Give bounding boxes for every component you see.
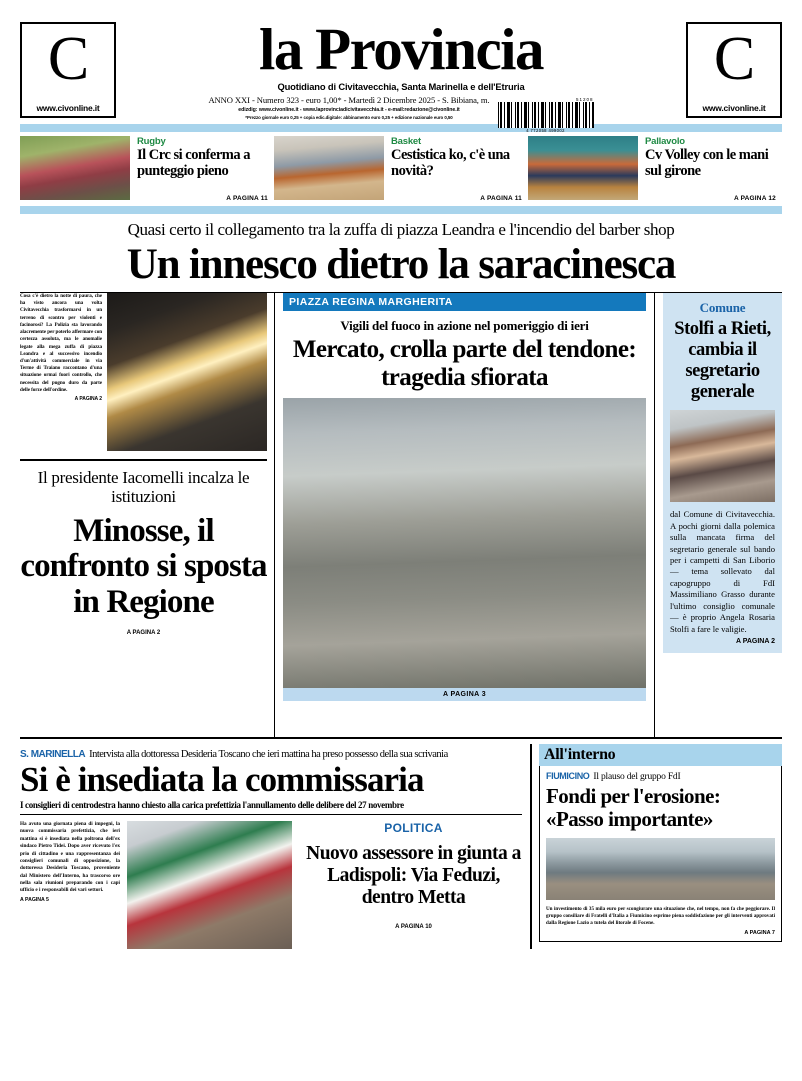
issue-info	[208, 95, 489, 120]
logo-c-icon: C	[47, 25, 89, 93]
center-page-ref: A PAGINA 3	[283, 688, 646, 701]
logo-c-icon: C	[713, 25, 755, 93]
marinella-deck: I consiglieri di centrodestra hanno chiesto alla carica prefettizia l'annullamento delle delibere del 27 novembre	[20, 800, 404, 810]
minosse-kicker: Il presidente Iacomelli incalza le istituzioni	[37, 468, 250, 507]
price-note: *Prezzo giornale euro 0,25 + copia edic.digitale: abbinamento euro 0,25 + edizione nazionale euro 0,50	[245, 115, 453, 121]
volleyball-team-photo	[528, 136, 638, 200]
center-kicker: Vigili del fuoco in azione nel pomeriggio di ieri	[340, 318, 589, 333]
logo-left[interactable]	[20, 22, 116, 118]
bottom-grid	[20, 744, 782, 949]
lead-text-block	[20, 293, 102, 451]
eroded-beach-photo	[546, 838, 775, 900]
sport-item-rugby[interactable]	[20, 132, 274, 204]
web-line: edizdig: www.civonline.it - www.laprovinciadicivitavecchia.it - e-mail:redazione@civonline.it	[238, 106, 460, 113]
marinella-columns	[20, 815, 522, 949]
fiumicino-body-text: Un investimento di 35 mila euro per scongiurare una situazione che, nel tempo, non fa che peggiorare. Il gruppo consiliare di Fratelli d'Italia a Fiumicino esprime piena soddisfazione per gli interventi approvati dalla Regione Lazio a tutela del litorale di Focene.	[546, 906, 775, 927]
marinella-kicker: Intervista alla dottoressa Desideria Toscano che ieri mattina ha preso possesso della sua scrivania	[89, 749, 448, 760]
barcode-area	[498, 95, 594, 133]
comune-page-ref: A PAGINA 2	[735, 637, 775, 645]
fiumicino-headline[interactable]: Fondi per l'erosione: «Passo importante»	[546, 784, 721, 832]
lead-body-text: Cosa c'è dietro la notte di paura, che ha visto ancora una volta Civitavecchia trasformarsi in un terreno di scontro per violenti e facinorosi? La Polizia sta lavorando alacremente per poterlo affermare con certezza assoluta, ma le anomalie legate alla mega zuffa di piazza Leandra e al successivo incendio d'un'attività commerciale in via Terme di Traiano raccontano d'una situazione ormai fuori controllo, che necessita del pugno duro da parte delle forze dell'ordine.	[20, 293, 102, 393]
sport-item-pallavolo[interactable]	[528, 132, 782, 204]
allinterno-inner[interactable]	[539, 766, 782, 942]
basketball-court-photo	[274, 136, 384, 200]
sport-kicker: Pallavolo	[645, 136, 685, 147]
minosse-headline[interactable]: Minosse, il confronto si sposta in Regione	[20, 513, 267, 620]
fiumicino-page-ref: A PAGINA 7	[744, 929, 775, 936]
right-column	[655, 293, 782, 737]
fiumicino-kicker: Il plauso del gruppo FdI	[593, 772, 681, 782]
sport-page-ref: A PAGINA 11	[226, 195, 268, 202]
politics-page-ref: A PAGINA 10	[395, 923, 432, 930]
comune-box[interactable]	[663, 293, 782, 653]
center-headline[interactable]: Mercato, crolla parte del tendone: tragedia sfiorata	[292, 336, 637, 391]
logo-left-url[interactable]: www.civonline.it	[36, 103, 100, 113]
sport-headline[interactable]: Cv Volley con le mani sul girone	[645, 147, 769, 179]
masthead-center	[116, 16, 686, 134]
logo-right-url[interactable]: www.civonline.it	[702, 103, 766, 113]
barcode-icon	[498, 102, 594, 128]
logo-right[interactable]	[686, 22, 782, 118]
sport-text	[384, 132, 528, 204]
left-column	[20, 293, 275, 737]
divider-above-bottom	[20, 737, 782, 739]
sport-kicker: Rugby	[137, 136, 166, 147]
marinella-text-block	[20, 821, 120, 949]
lead-story	[20, 293, 267, 451]
main-kicker: Quasi certo il collegamento tra la zuffa di piazza Leandra e l'incendio del barber shop	[127, 220, 675, 239]
sport-text	[638, 132, 782, 204]
sport-text	[130, 132, 274, 204]
fiumicino-tag: FIUMICINO	[546, 771, 590, 781]
sports-rule	[20, 206, 782, 214]
issue-line: ANNO XXI - Numero 323 - euro 1,00* - Martedì 2 Dicembre 2025 - S. Bibiana, m.	[208, 95, 490, 106]
paper-title: la Provincia	[258, 16, 544, 82]
marinella-tag: S. MARINELLA	[20, 749, 86, 760]
comune-kicker: Comune	[699, 300, 746, 315]
sport-headline[interactable]: Il Crc si conferma a punteggio pieno	[137, 147, 250, 179]
firefighter-barber-shop-photo	[107, 293, 267, 451]
minosse-page-ref: A PAGINA 2	[126, 629, 161, 636]
collapsed-market-tent-photo	[283, 398, 646, 688]
politics-headline[interactable]: Nuovo assessore in giunta a Ladispoli: Via Feduzi, dentro Metta	[306, 843, 521, 909]
sport-page-ref: A PAGINA 11	[480, 195, 522, 202]
sport-headline[interactable]: Cestistica ko, c'è una novità?	[391, 147, 510, 179]
paper-subtitle: Quotidiano di Civitavecchia, Santa Marinella e dell'Etruria	[277, 81, 525, 93]
center-column	[275, 293, 655, 737]
commissioner-with-flags-photo	[127, 821, 292, 949]
bottom-left-story	[20, 744, 530, 949]
center-section-label: PIAZZA REGINA MARGHERITA	[283, 293, 646, 311]
allinterno-label: All'interno	[539, 744, 782, 766]
masthead	[20, 0, 782, 134]
politics-story[interactable]	[299, 821, 522, 949]
marinella-kicker-row	[20, 744, 522, 760]
sport-item-basket[interactable]	[274, 132, 528, 204]
barcode-caption: 4 772058 499002	[526, 128, 565, 134]
marinella-body-text: Ha avuto una giornata piena di impegni, la nuova commissaria prefettizia, che ieri mattina si è insediata nella poltrona dell'ex sindaco Pietro Tidei. Dopo aver ricevuto l'ex prio di cittadino e una rappresentanza dei consiglieri comunali di opposizione, la dottoressa Desideria Toscano, proveniente dal Ministero dell'Interno, ha trascorso ore nella sala riunioni preparando con i capi ufficio e i responsabili dei vari settori.	[20, 821, 120, 894]
sport-kicker: Basket	[391, 136, 421, 147]
secretary-general-portrait-photo	[670, 410, 775, 502]
marinella-headline[interactable]: Si è insediata la commissaria	[20, 760, 424, 799]
rugby-crowd-photo	[20, 136, 130, 200]
issue-row	[122, 95, 680, 133]
main-content-grid	[20, 293, 782, 737]
main-headline[interactable]: Un innesco dietro la saracinesca	[126, 241, 676, 288]
politics-kicker: POLITICA	[384, 821, 443, 835]
lead-page-ref: A PAGINA 2	[74, 396, 102, 403]
comune-headline[interactable]: Stolfi a Rieti, cambia il segretario generale	[674, 319, 771, 403]
marinella-page-ref: A PAGINA 5	[20, 896, 49, 903]
comune-body-text: dal Comune di Civitavecchia. A pochi giorni dalla polemica sulla mancata firma del segretario generale sul bando per i campetti di San Liborio — tema sollevato dal capogruppo di FdI Massimiliano Grasso durante l'ultimo consiglio comunale — è proprio Angela Rosaria Stolfi a fare le valigie.	[670, 509, 775, 634]
sports-strip	[20, 132, 782, 204]
main-story-head	[20, 214, 782, 292]
bottom-right-box	[530, 744, 782, 949]
barcode-number: 51208	[576, 97, 594, 103]
sport-page-ref: A PAGINA 12	[733, 195, 776, 202]
fiumicino-kicker-row	[546, 766, 775, 782]
